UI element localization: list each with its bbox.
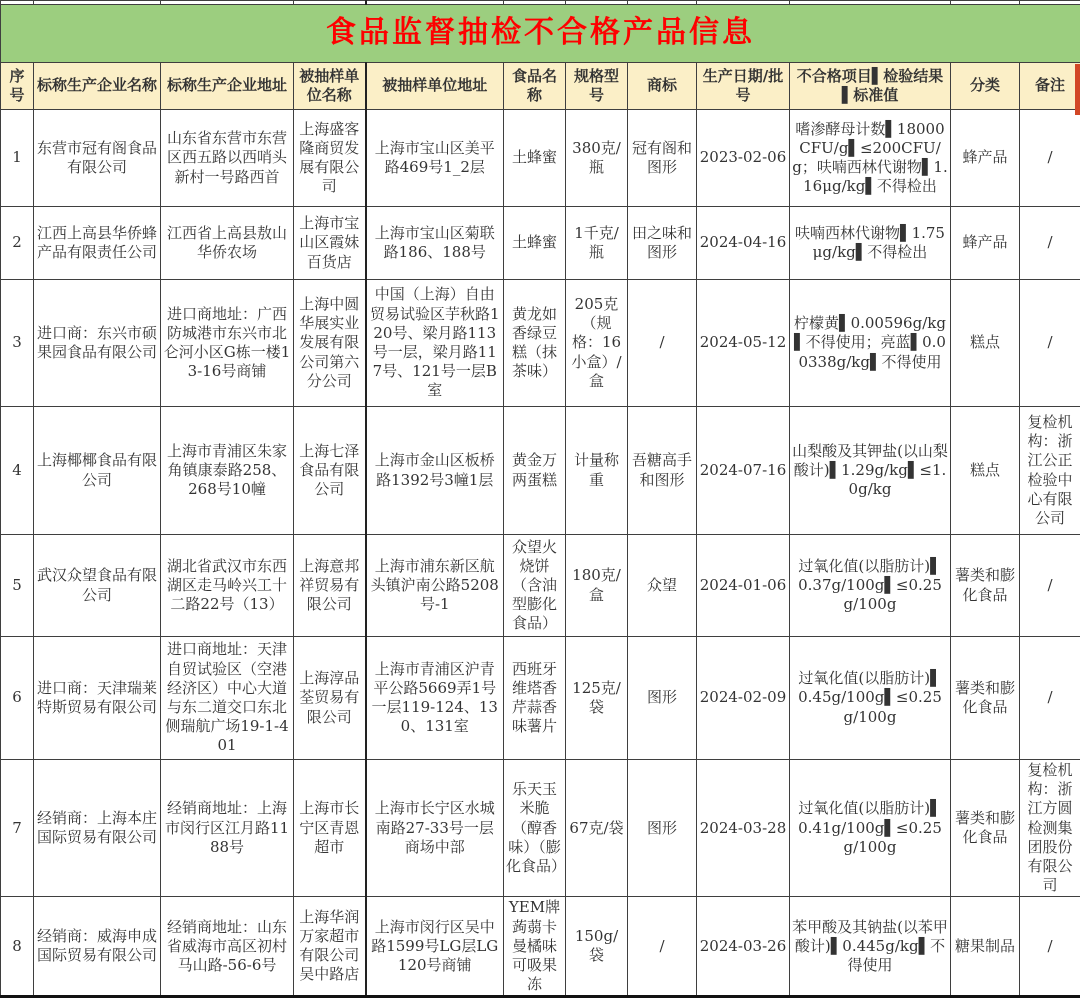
cell-spec: 计量称重 [566,407,628,535]
cell-sampled-unit-name: 上海盛客隆商贸发展有限公司 [294,110,366,207]
col-header-defect-result: 不合格项目▌检验结果▌标准值 [790,63,951,110]
cell-production-date: 2023-02-06 [697,110,790,207]
cell-producer-name: 江西上高县华侨蜂产品有限责任公司 [34,207,161,280]
cell-food-name: 土蜂蜜 [504,207,566,280]
cell-serial: 1 [1,110,34,207]
table-row [1,897,1080,997]
cell-sampled-unit-name: 上海市长宁区青恩超市 [294,760,366,897]
cell-remark: 复检机构：浙江方圆检测集团股份有限公司 [1020,760,1080,897]
cell-trademark: 吾糖高手和图形 [628,407,697,535]
col-header-spec: 规格型号 [566,63,628,110]
cell-serial: 7 [1,760,34,897]
cell-food-name: 黄金万两蛋糕 [504,407,566,535]
cell-sampled-unit-address: 中国（上海）自由贸易试验区芋秋路120号、梁月路113号一层，梁月路117号、121号一层B室 [366,280,504,407]
cell-sampled-unit-address: 上海市闵行区吴中路1599号LG层LG120号商铺 [366,897,504,997]
cell-category: 糖果制品 [951,897,1020,997]
cell-serial: 6 [1,637,34,760]
cell-trademark: 冠有阁和图形 [628,110,697,207]
cell-category: 蜂产品 [951,110,1020,207]
table-row [1,280,1080,407]
cell-food-name: 众望火烧饼（含油型膨化食品） [504,535,566,637]
cell-food-name: YEM牌蒟蒻卡曼橘味可吸果冻 [504,897,566,997]
cell-defect-result: 嗜渗酵母计数▌18000CFU/g▌≤200CFU/g；呋喃西林代谢物▌1.16μg/kg▌不得检出 [790,110,951,207]
table-row [1,535,1080,637]
cell-serial: 8 [1,897,34,997]
cell-production-date: 2024-04-16 [697,207,790,280]
cell-production-date: 2024-03-28 [697,760,790,897]
cell-trademark: 田之味和图形 [628,207,697,280]
col-header-category: 分类 [951,63,1020,110]
cell-producer-address: 湖北省武汉市东西湖区走马岭兴工十二路22号（13） [161,535,294,637]
cell-serial: 2 [1,207,34,280]
col-header-remark: 备注 [1020,63,1080,110]
cell-defect-result: 山梨酸及其钾盐(以山梨酸计)▌1.29g/kg▌≤1.0g/kg [790,407,951,535]
cell-category: 薯类和膨化食品 [951,760,1020,897]
cell-producer-address: 进口商地址：天津自贸试验区（空港经济区）中心大道与东二道交口东北侧瑞航广场19-1-401 [161,637,294,760]
cell-food-name: 土蜂蜜 [504,110,566,207]
cell-spec: 67克/袋 [566,760,628,897]
table-row [1,760,1080,897]
cell-remark: / [1020,280,1080,407]
cell-remark: / [1020,897,1080,997]
cell-defect-result: 呋喃西林代谢物▌1.75μg/kg▌不得检出 [790,207,951,280]
cell-producer-name: 经销商：上海本庄国际贸易有限公司 [34,760,161,897]
cell-trademark: / [628,280,697,407]
cell-producer-name: 武汉众望食品有限公司 [34,535,161,637]
cell-spec: 205克（规格：16小盒）/盒 [566,280,628,407]
col-header-sampled-unit-address: 被抽样单位地址 [366,63,504,110]
cell-category: 糕点 [951,407,1020,535]
col-header-food-name: 食品名称 [504,63,566,110]
cell-producer-address: 山东省东营市东营区西五路以西哨头新村一号路西首 [161,110,294,207]
cell-producer-name: 经销商：威海申成国际贸易有限公司 [34,897,161,997]
cell-sampled-unit-address: 上海市金山区板桥路1392号3幢1层 [366,407,504,535]
cell-sampled-unit-name: 上海中圆华展实业发展有限公司第六分公司 [294,280,366,407]
cell-remark: 复检机构：浙江公正检验中心有限公司 [1020,407,1080,535]
cell-food-name: 乐天玉米脆（醇香味）（膨化食品） [504,760,566,897]
cell-spec: 1千克/瓶 [566,207,628,280]
cell-producer-name: 进口商：天津瑞莱特斯贸易有限公司 [34,637,161,760]
cell-trademark: 图形 [628,637,697,760]
title-row [1,5,1080,63]
cell-category: 薯类和膨化食品 [951,535,1020,637]
cell-producer-address: 上海市青浦区朱家角镇康泰路258、268号10幢 [161,407,294,535]
cell-sampled-unit-address: 上海市浦东新区航头镇沪南公路5208号-1 [366,535,504,637]
table-row [1,407,1080,535]
cell-sampled-unit-address: 上海市青浦区沪青平公路5669弄1号一层119-124、130、131室 [366,637,504,760]
cell-sampled-unit-name: 上海市宝山区霞妹百货店 [294,207,366,280]
cell-defect-result: 过氧化值(以脂肪计)▌0.41g/100g▌≤0.25g/100g [790,760,951,897]
cell-category: 糕点 [951,280,1020,407]
table-row [1,637,1080,760]
col-header-producer-address: 标称生产企业地址 [161,63,294,110]
cell-sampled-unit-name: 上海意邦祥贸易有限公司 [294,535,366,637]
col-header-production-date: 生产日期/批号 [697,63,790,110]
cell-trademark: 图形 [628,760,697,897]
cell-trademark: / [628,897,697,997]
col-header-producer-name: 标称生产企业名称 [34,63,161,110]
cell-producer-address: 江西省上高县敖山华侨农场 [161,207,294,280]
cell-sampled-unit-name: 上海华润万家超市有限公司吴中路店 [294,897,366,997]
cell-sampled-unit-address: 上海市长宁区水城南路27-33号一层商场中部 [366,760,504,897]
cell-defect-result: 过氧化值(以脂肪计)▌0.37g/100g▌≤0.25g/100g [790,535,951,637]
cell-trademark: 众望 [628,535,697,637]
table-row [1,207,1080,280]
cell-serial: 5 [1,535,34,637]
right-edge-red-mark [1075,64,1080,115]
table-header-row [1,63,1080,110]
col-header-sampled-unit-name: 被抽样单位名称 [294,63,366,110]
cell-remark: / [1020,535,1080,637]
cell-category: 薯类和膨化食品 [951,637,1020,760]
cell-food-name: 黄龙如香绿豆糕（抹茶味） [504,280,566,407]
cell-defect-result: 过氧化值(以脂肪计)▌0.45g/100g▌≤0.25g/100g [790,637,951,760]
cell-defect-result: 苯甲酸及其钠盐(以苯甲酸计)▌0.445g/kg▌不得使用 [790,897,951,997]
cell-production-date: 2024-07-16 [697,407,790,535]
cell-defect-result: 柠檬黄▌0.00596g/kg▌不得使用；亮蓝▌0.00338g/kg▌不得使用 [790,280,951,407]
table-row [1,110,1080,207]
cell-producer-address: 进口商地址：广西防城港市东兴市北仑河小区G栋一楼13-16号商铺 [161,280,294,407]
cell-remark: / [1020,207,1080,280]
cell-sampled-unit-address: 上海市宝山区美平路469号1_2层 [366,110,504,207]
cell-spec: 150g/袋 [566,897,628,997]
cell-spec: 380克/瓶 [566,110,628,207]
cell-sampled-unit-name: 上海七泽食品有限公司 [294,407,366,535]
cell-sampled-unit-name: 上海淳品荃贸易有限公司 [294,637,366,760]
cell-remark: / [1020,110,1080,207]
page-title: 食品监督抽检不合格产品信息 [1,5,1080,63]
cell-production-date: 2024-01-06 [697,535,790,637]
cell-production-date: 2024-03-26 [697,897,790,997]
cell-producer-name: 东营市冠有阁食品有限公司 [34,110,161,207]
cell-remark: / [1020,637,1080,760]
cell-producer-name: 进口商：东兴市硕果园食品有限公司 [34,280,161,407]
cell-producer-address: 经销商地址：上海市闵行区江月路1188号 [161,760,294,897]
cell-sampled-unit-address: 上海市宝山区菊联路186、188号 [366,207,504,280]
col-header-trademark: 商标 [628,63,697,110]
cell-producer-name: 上海椰椰食品有限公司 [34,407,161,535]
cell-serial: 3 [1,280,34,407]
cell-spec: 180克/盒 [566,535,628,637]
col-header-serial: 序号 [1,63,34,110]
cell-spec: 125克/袋 [566,637,628,760]
cell-serial: 4 [1,407,34,535]
cell-producer-address: 经销商地址：山东省威海市高区初村马山路-56-6号 [161,897,294,997]
cell-production-date: 2024-02-09 [697,637,790,760]
cell-category: 蜂产品 [951,207,1020,280]
cell-food-name: 西班牙维塔香芹蒜香味薯片 [504,637,566,760]
cell-production-date: 2024-05-12 [697,280,790,407]
